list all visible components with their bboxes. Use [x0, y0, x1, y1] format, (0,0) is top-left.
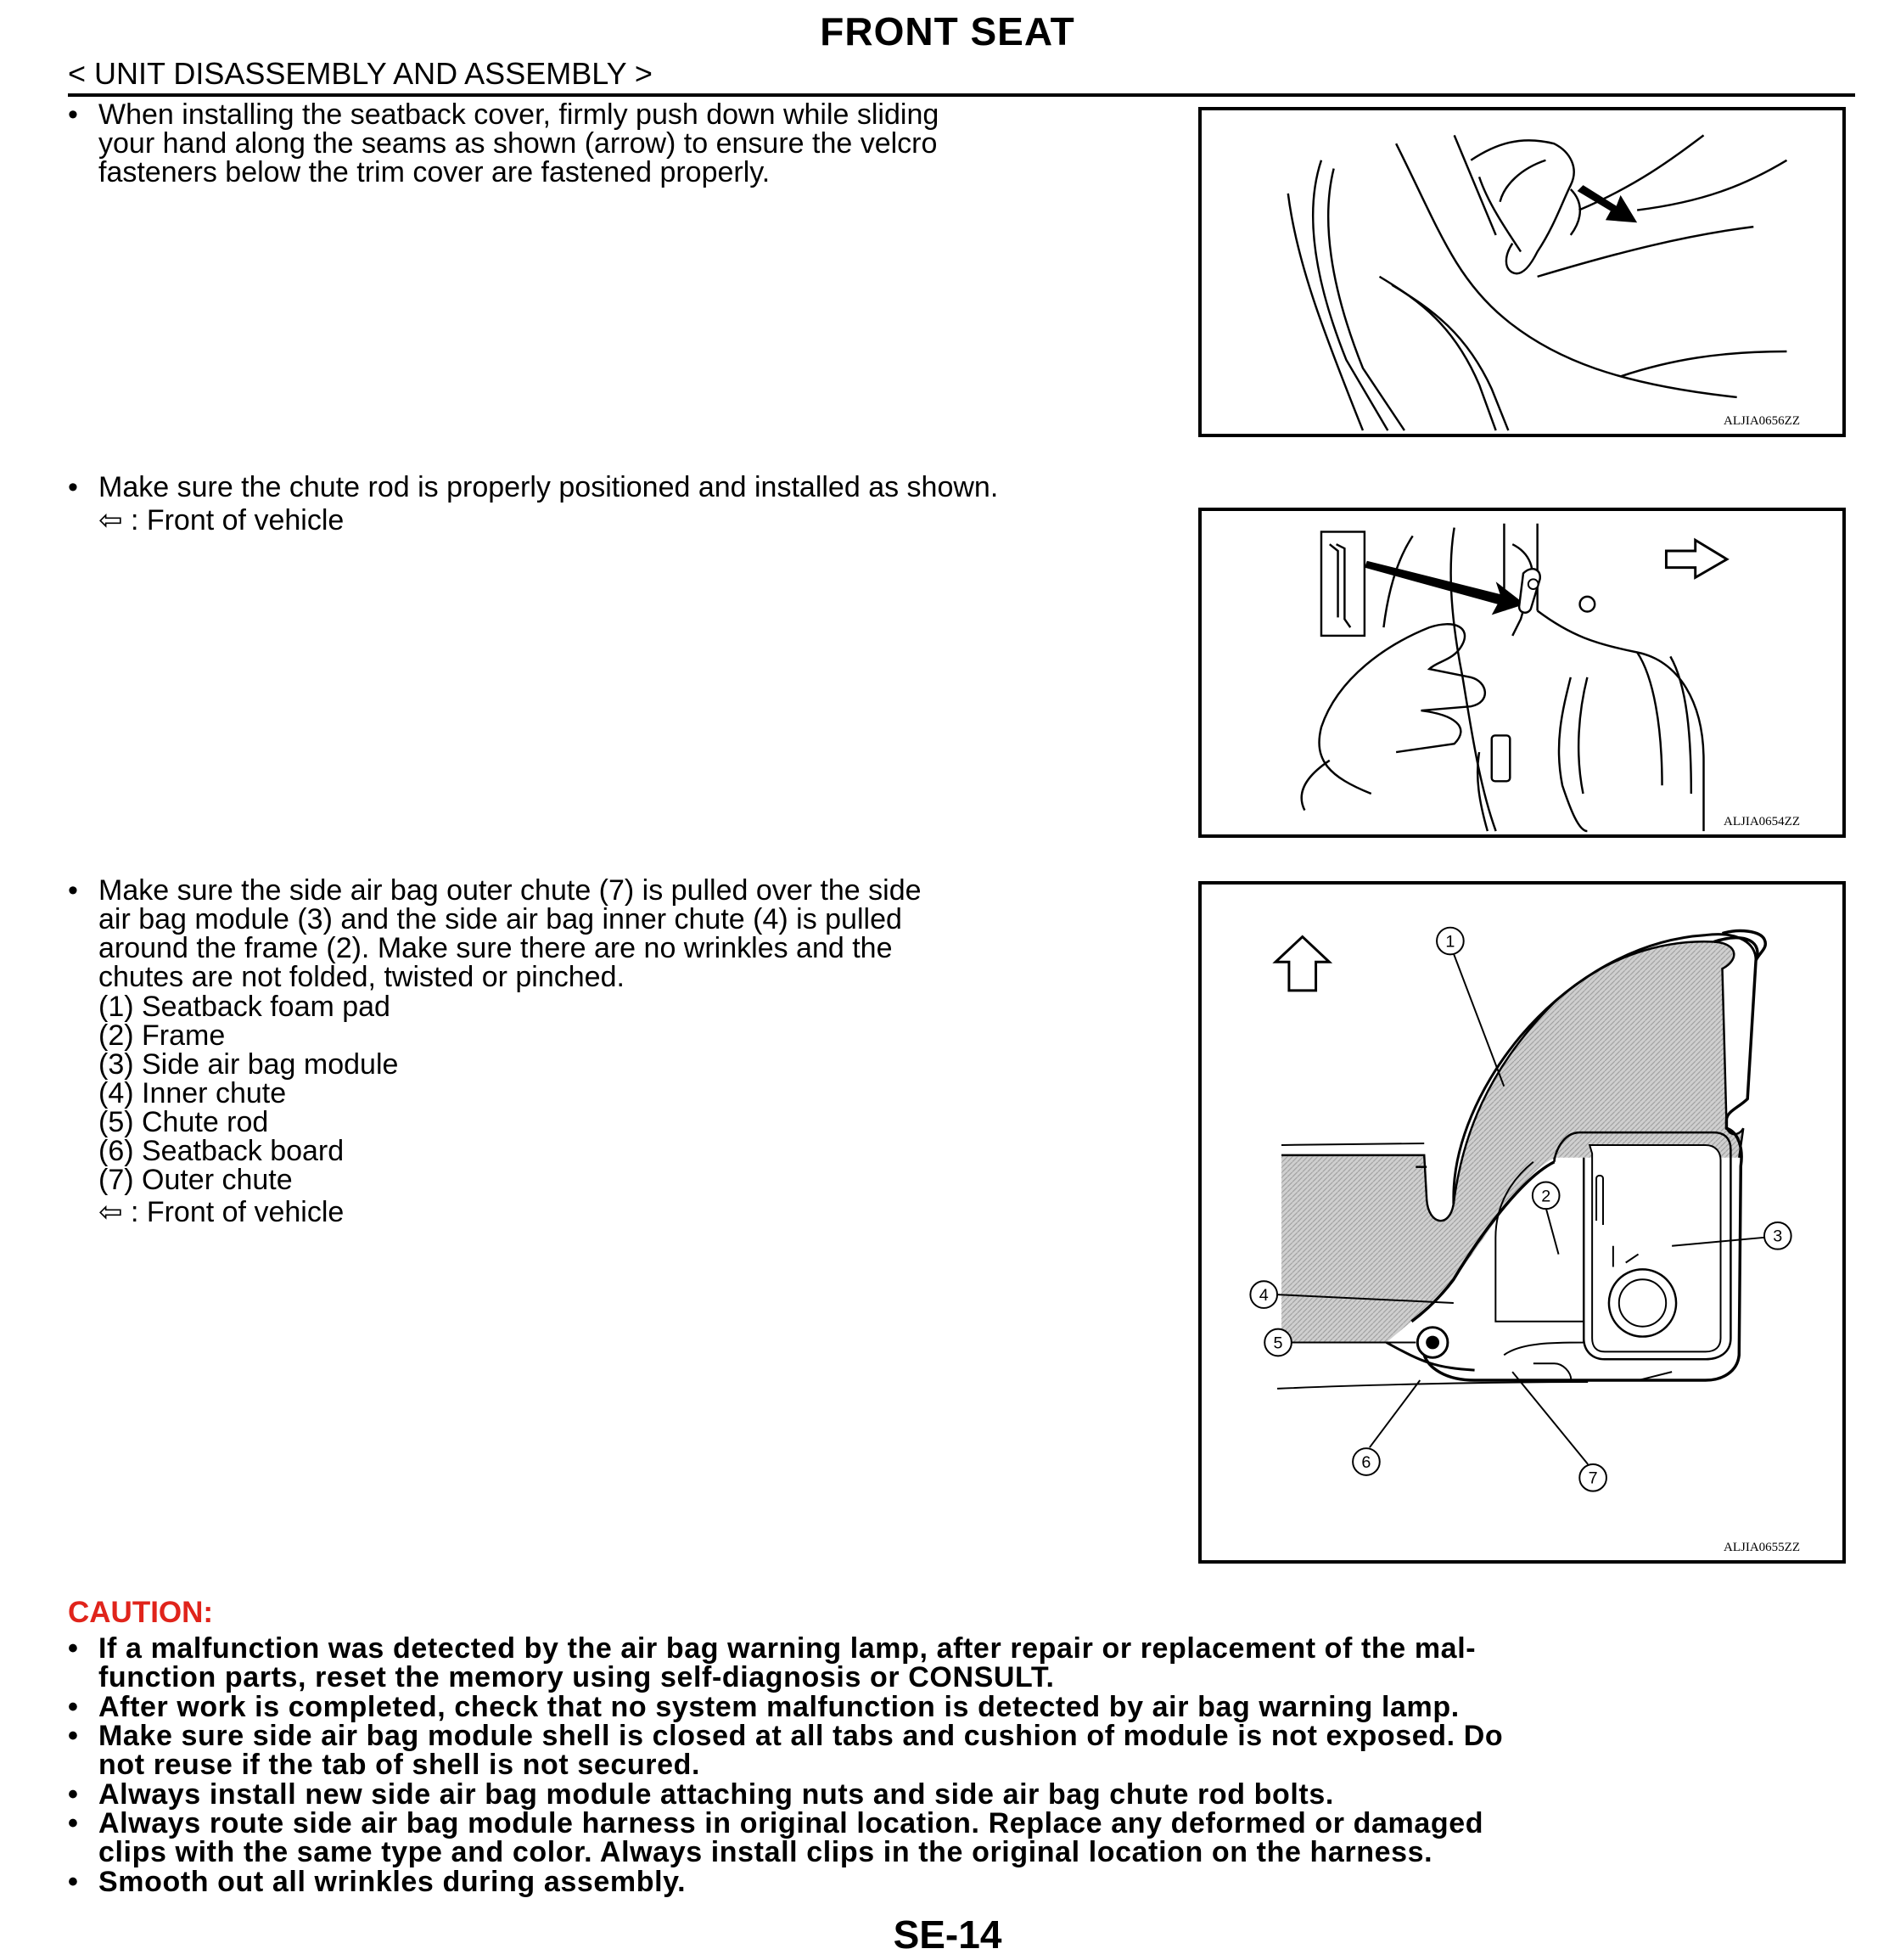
legend-text: : Front of vehicle — [130, 1196, 345, 1228]
seatback-cover-illustration — [1202, 110, 1842, 434]
caution-item-3 — [98, 1721, 1855, 1779]
caution-label: CAUTION: — [68, 1596, 214, 1629]
caution-5-bullet: • — [68, 1807, 79, 1839]
figure-id: ALJIA0656ZZ — [1724, 414, 1800, 428]
chute-rod-illustration — [1202, 511, 1842, 834]
front-of-vehicle-arrow-icon: ⇦ — [98, 1196, 123, 1228]
caution-line: not reuse if the tab of shell is not secured. — [98, 1749, 701, 1781]
caution-3-bullet: • — [68, 1720, 79, 1752]
part-item: (4) Inner chute — [98, 1077, 287, 1109]
caution-line: If a malfunction was detected by the air bag warning lamp, after repair or replacement of the mal- — [98, 1632, 1477, 1665]
step-3-legend — [98, 1198, 398, 1227]
caution-6-bullet: • — [68, 1866, 79, 1898]
step-2-text: Make sure the chute rod is properly positioned and installed as shown. — [98, 471, 999, 503]
callout-7: 7 — [1588, 1469, 1598, 1488]
section-heading: < UNIT DISASSEMBLY AND ASSEMBLY > — [68, 56, 653, 91]
push-direction-arrow — [1578, 185, 1638, 222]
caution-item-1 — [98, 1634, 1855, 1692]
step-3-line: Make sure the side air bag outer chute (7) is pulled over the side — [98, 874, 922, 907]
step-1-line: fasteners below the trim cover are fastened properly. — [98, 156, 771, 188]
page-title: FRONT SEAT — [820, 9, 1075, 53]
callout-1: 1 — [1445, 932, 1455, 952]
caution-line: Always route side air bag module harness in original location. Replace any deformed or damaged — [98, 1807, 1484, 1839]
callout-2: 2 — [1541, 1187, 1551, 1206]
caution-4-bullet: • — [68, 1778, 79, 1811]
caution-line: clips with the same type and color. Always install clips in the original location on the harness. — [98, 1836, 1433, 1868]
callout-4: 4 — [1259, 1286, 1269, 1306]
page-number: SE-14 — [893, 1912, 1002, 1957]
caution-item-4: Always install new side air bag module attaching nuts and side air bag chute rod bolts. — [98, 1778, 1334, 1811]
pointer-arrow — [1365, 561, 1525, 615]
step-3-line: air bag module (3) and the side air bag inner chute (4) is pulled — [98, 903, 902, 935]
part-item: (2) Frame — [98, 1019, 226, 1052]
step-3-line: around the frame (2). Make sure there are no wrinkles and the — [98, 932, 893, 964]
caution-item-2: After work is completed, check that no system malfunction is detected by air bag warning lamp. — [98, 1691, 1460, 1723]
step-1-bullet: • — [68, 98, 78, 131]
figure-id: ALJIA0654ZZ — [1724, 815, 1800, 828]
step-2-legend — [98, 506, 344, 535]
front-of-vehicle-arrow-icon: ⇦ — [98, 504, 123, 536]
figure-seatback-cover — [1198, 107, 1846, 437]
callout-3: 3 — [1773, 1227, 1783, 1246]
front-arrow-icon — [1275, 937, 1329, 991]
caution-line: Make sure side air bag module shell is closed at all tabs and cushion of module is not exposed. Do — [98, 1720, 1504, 1752]
callout-6: 6 — [1361, 1452, 1371, 1472]
step-3-bullet: • — [68, 874, 78, 907]
part-item: (7) Outer chute — [98, 1164, 293, 1196]
step-1-text — [98, 100, 1176, 187]
caution-item-5 — [98, 1809, 1855, 1867]
caution-item-6: Smooth out all wrinkles during assembly. — [98, 1866, 687, 1898]
step-1-line: When installing the seatback cover, firmly push down while sliding — [98, 98, 939, 131]
figure-id: ALJIA0655ZZ — [1724, 1541, 1800, 1554]
step-1-line: your hand along the seams as shown (arrow) to ensure the velcro — [98, 127, 938, 160]
parts-list — [98, 992, 398, 1227]
figure-seatback-cross-section — [1198, 881, 1846, 1564]
step-3-text — [98, 876, 1176, 991]
callout-5: 5 — [1273, 1334, 1283, 1353]
part-item: (6) Seatback board — [98, 1135, 345, 1167]
step-2-bullet: • — [68, 471, 78, 503]
seatback-cross-section-diagram — [1202, 885, 1842, 1560]
figure-chute-rod — [1198, 508, 1846, 838]
caution-2-bullet: • — [68, 1691, 79, 1723]
front-arrow-icon — [1666, 540, 1726, 577]
part-item: (5) Chute rod — [98, 1106, 269, 1138]
part-item: (3) Side air bag module — [98, 1048, 399, 1081]
caution-1-bullet: • — [68, 1632, 79, 1665]
step-3-line: chutes are not folded, twisted or pinched. — [98, 961, 625, 993]
caution-line: function parts, reset the memory using self-diagnosis or CONSULT. — [98, 1661, 1055, 1693]
legend-text: : Front of vehicle — [130, 504, 345, 536]
header-divider — [68, 93, 1855, 97]
part-item: (1) Seatback foam pad — [98, 991, 390, 1023]
